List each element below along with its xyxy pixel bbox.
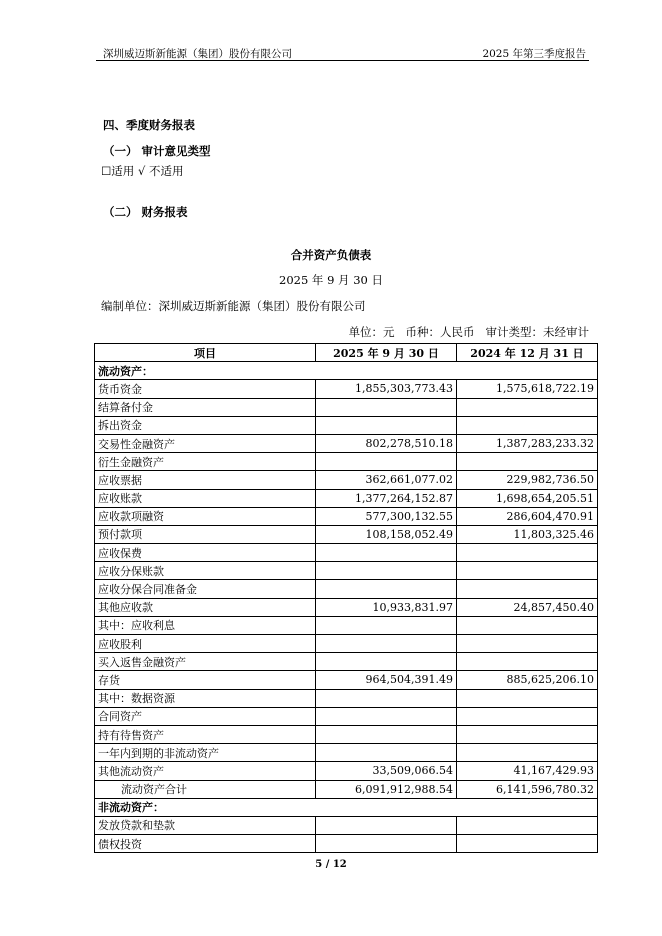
audit-opinion-heading: （一） 审计意见类型 [103, 144, 211, 158]
value-prior [457, 835, 598, 853]
value-current [316, 635, 457, 653]
table-row [95, 835, 598, 853]
value-prior [457, 453, 598, 471]
value-prior [457, 653, 598, 671]
value-current [316, 398, 457, 416]
table-row [95, 507, 598, 525]
row-label: 债权投资 [95, 835, 316, 853]
value-current [316, 835, 457, 853]
table-row [95, 525, 598, 543]
row-label: 衍生金融资产 [95, 453, 316, 471]
table-row [95, 780, 598, 798]
value-current [316, 689, 457, 707]
table-row [95, 707, 598, 725]
row-label: 应收分保合同准备金 [95, 580, 316, 598]
value-current [316, 416, 457, 434]
row-label: 买入返售金融资产 [95, 653, 316, 671]
row-label: 存货 [95, 671, 316, 689]
value-prior [457, 562, 598, 580]
header-report-title: 2025 年第三季度报告 [482, 48, 586, 60]
row-label: 应收分保账款 [95, 562, 316, 580]
value-prior [457, 744, 598, 762]
section-title: 四、季度财务报表 [103, 118, 195, 132]
column-header-item: 项目 [95, 344, 316, 362]
value-prior [457, 635, 598, 653]
value-current: 108,158,052.49 [316, 525, 457, 543]
value-prior: 41,167,429.93 [457, 762, 598, 780]
value-prior [457, 416, 598, 434]
value-current [316, 725, 457, 743]
row-label: 其他流动资产 [95, 762, 316, 780]
value-prior [457, 725, 598, 743]
table-row [95, 598, 598, 616]
table-row [95, 398, 598, 416]
value-prior: 1,387,283,233.32 [457, 434, 598, 452]
table-row [95, 434, 598, 452]
value-current [316, 707, 457, 725]
table-row [95, 453, 598, 471]
value-current [316, 580, 457, 598]
value-prior: 885,625,206.10 [457, 671, 598, 689]
table-header-row [95, 344, 598, 362]
table-row [95, 653, 598, 671]
value-current: 362,661,077.02 [316, 471, 457, 489]
statement-date: 2025 年 9 月 30 日 [279, 273, 383, 287]
row-label: 持有待售资产 [95, 725, 316, 743]
statement-title: 合并资产负债表 [290, 248, 372, 262]
table-row [95, 798, 598, 816]
table-row [95, 416, 598, 434]
table-row [95, 744, 598, 762]
table-row [95, 762, 598, 780]
balance-sheet-table [94, 343, 598, 853]
row-label: 发放贷款和垫款 [95, 816, 316, 834]
row-label: 一年内到期的非流动资产 [95, 744, 316, 762]
table-row [95, 380, 598, 398]
table-row [95, 671, 598, 689]
value-current [316, 653, 457, 671]
row-label: 其他应收款 [95, 598, 316, 616]
header-divider [96, 60, 589, 61]
value-prior [457, 816, 598, 834]
value-current: 33,509,066.54 [316, 762, 457, 780]
value-current: 1,855,303,773.43 [316, 380, 457, 398]
row-label: 货币资金 [95, 380, 316, 398]
value-current: 1,377,264,152.87 [316, 489, 457, 507]
value-current [316, 544, 457, 562]
column-header-prior: 2024 年 12 月 31 日 [457, 344, 598, 362]
row-label: 其中：应收利息 [95, 616, 316, 634]
value-prior: 1,575,618,722.19 [457, 380, 598, 398]
value-prior [457, 689, 598, 707]
row-label: 应收账款 [95, 489, 316, 507]
table-row [95, 580, 598, 598]
row-label: 交易性金融资产 [95, 434, 316, 452]
compiler-unit: 编制单位：深圳威迈斯新能源（集团）股份有限公司 [101, 299, 366, 313]
row-label: 其中：数据资源 [95, 689, 316, 707]
value-current [316, 744, 457, 762]
audit-applicability: ☐适用 √ 不适用 [101, 164, 184, 178]
table-row [95, 616, 598, 634]
row-label: 应收保费 [95, 544, 316, 562]
value-prior: 11,803,325.46 [457, 525, 598, 543]
value-prior [457, 580, 598, 598]
page-number: 5 / 12 [315, 859, 347, 870]
row-label: 应收票据 [95, 471, 316, 489]
value-prior: 1,698,654,205.51 [457, 489, 598, 507]
table-row [95, 816, 598, 834]
value-prior [457, 544, 598, 562]
value-current: 577,300,132.55 [316, 507, 457, 525]
value-current: 802,278,510.18 [316, 434, 457, 452]
value-prior: 24,857,450.40 [457, 598, 598, 616]
value-current: 10,933,831.97 [316, 598, 457, 616]
value-current: 964,504,391.49 [316, 671, 457, 689]
value-prior [457, 398, 598, 416]
table-row [95, 725, 598, 743]
value-current [316, 562, 457, 580]
table-row [95, 471, 598, 489]
value-current [316, 816, 457, 834]
table-row [95, 689, 598, 707]
column-header-current: 2025 年 9 月 30 日 [316, 344, 457, 362]
row-label: 应收款项融资 [95, 507, 316, 525]
value-current [316, 616, 457, 634]
table-row [95, 562, 598, 580]
row-label: 流动资产合计 [95, 780, 316, 798]
header-company: 深圳威迈斯新能源（集团）股份有限公司 [103, 48, 292, 60]
section-label: 流动资产： [95, 362, 598, 380]
table-row [95, 362, 598, 380]
row-label: 预付款项 [95, 525, 316, 543]
row-label: 结算备付金 [95, 398, 316, 416]
row-label: 合同资产 [95, 707, 316, 725]
value-current [316, 453, 457, 471]
value-current: 6,091,912,988.54 [316, 780, 457, 798]
table-row [95, 489, 598, 507]
value-prior: 286,604,470.91 [457, 507, 598, 525]
section-label: 非流动资产： [95, 798, 598, 816]
financial-statements-heading: （二） 财务报表 [103, 205, 188, 219]
units-currency-line: 单位：元 币种：人民币 审计类型：未经审计 [348, 325, 589, 339]
value-prior: 6,141,596,780.32 [457, 780, 598, 798]
table-row [95, 635, 598, 653]
row-label: 应收股利 [95, 635, 316, 653]
table-row [95, 544, 598, 562]
value-prior [457, 707, 598, 725]
row-label: 拆出资金 [95, 416, 316, 434]
value-prior: 229,982,736.50 [457, 471, 598, 489]
value-prior [457, 616, 598, 634]
